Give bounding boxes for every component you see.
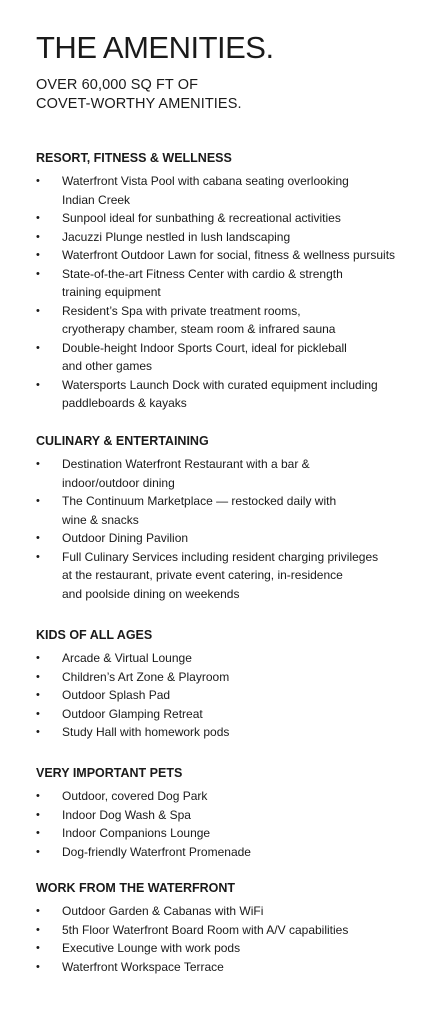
section-heading: VERY IMPORTANT PETS [36,766,183,780]
bullet-icon: • [36,550,40,563]
list-item [36,376,416,413]
bullet-icon: • [36,378,40,391]
bullet-icon: • [36,905,40,917]
bullet-icon: • [36,827,40,839]
list-item [36,686,416,705]
list-item-text: Children’s Art Zone & Playroom [62,669,230,684]
list-item [36,548,416,604]
list-item-text: Sunpool ideal for sunbathing & recreational activities [62,211,341,225]
list-item-text: State-of-the-art Fitness Center with cardio & strength [62,266,343,281]
list-item-text: Double-height Indoor Sports Court, ideal for pickleball [62,340,347,355]
list-item [36,302,416,339]
amenity-list [36,172,416,413]
list-item-text: Outdoor Dining Pavilion [62,531,189,545]
bullet-icon: • [36,845,40,858]
bullet-icon: • [36,689,40,701]
list-item-text: at the restaurant, private event catering, in-residence [62,568,343,582]
list-item-text: paddleboards & kayaks [62,396,187,410]
list-item [36,649,416,668]
bullet-icon: • [36,790,40,802]
list-item-text: Outdoor Glamping Retreat [62,706,203,721]
list-item-text: Outdoor, covered Dog Park [62,789,208,803]
amenity-list [36,649,416,742]
list-item [36,806,416,825]
bullet-icon: • [36,495,40,507]
list-item [36,265,416,302]
list-item [36,492,416,529]
list-item-text: wine & snacks [62,512,139,527]
list-item-text: Arcade & Virtual Lounge [62,651,192,665]
amenity-section [36,150,416,413]
bullet-icon: • [36,230,40,243]
list-item [36,843,416,862]
bullet-icon: • [36,726,40,738]
list-item-text: Jacuzzi Plunge nestled in lush landscaping [62,229,291,244]
list-item-text: 5th Floor Waterfront Board Room with A/V capabilities [62,922,349,937]
bullet-icon: • [36,670,40,683]
list-item-text: Waterfront Workspace Terrace [62,959,224,974]
bullet-icon: • [36,458,40,470]
bullet-icon: • [36,923,40,936]
list-item-text: Indoor Companions Lounge [62,826,211,840]
list-item-text: The Continuum Marketplace — restocked daily with [62,494,337,508]
list-item [36,824,416,843]
section-heading: RESORT, FITNESS & WELLNESS [36,151,232,165]
bullet-icon: • [36,267,40,280]
bullet-icon: • [36,249,40,261]
list-item [36,228,416,247]
bullet-icon: • [36,532,40,544]
list-item-text: Waterfront Vista Pool with cabana seating overlooking [62,174,349,188]
amenity-section [36,765,416,861]
list-item-text: Destination Waterfront Restaurant with a bar & [62,457,310,471]
section-heading: KIDS OF ALL AGES [36,628,153,642]
page-subtitle [36,76,242,114]
bullet-icon: • [36,212,40,224]
list-item-text: Resident’s Spa with private treatment rooms, [62,303,301,318]
list-item-text: Outdoor Splash Pad [62,688,171,702]
list-item [36,246,416,265]
bullet-icon: • [36,175,40,187]
list-item [36,455,416,492]
list-item-text: Waterfront Outdoor Lawn for social, fitness & wellness pursuits [62,248,396,262]
list-item [36,209,416,228]
list-item [36,902,416,921]
section-heading: CULINARY & ENTERTAINING [36,434,209,448]
list-item [36,668,416,687]
amenity-list [36,787,416,861]
bullet-icon: • [36,960,40,973]
subtitle-line: OVER 60,000 SQ FT OF [36,77,199,93]
list-item-text: Executive Lounge with work pods [62,941,241,955]
list-item [36,529,416,548]
section-heading: WORK FROM THE WATERFRONT [36,881,236,895]
list-item [36,172,416,209]
list-item-text: training equipment [62,285,161,299]
bullet-icon: • [36,707,40,720]
list-item-text: Indoor Dog Wash & Spa [62,807,191,822]
list-item-text: Watersports Launch Dock with curated equipment including [62,377,378,392]
amenity-section [36,880,416,976]
amenity-section [36,433,416,603]
amenity-list [36,455,416,603]
amenity-list [36,902,416,976]
list-item [36,723,416,742]
amenity-section [36,627,416,742]
list-item-text: Dog-friendly Waterfront Promenade [62,844,251,859]
bullet-icon: • [36,341,40,354]
list-item-text: Indian Creek [62,192,131,207]
list-item [36,705,416,724]
list-item-text: and other games [62,359,153,373]
list-item-text: cryotherapy chamber, steam room & infrared sauna [62,322,336,336]
page-title: THE AMENITIES. [36,30,274,65]
list-item-text: indoor/outdoor dining [62,475,175,490]
list-item [36,787,416,806]
subtitle-line: COVET-WORTHY AMENITIES. [36,96,242,112]
list-item [36,939,416,958]
bullet-icon: • [36,652,40,664]
list-item [36,339,416,376]
list-item-text: and poolside dining on weekends [62,586,240,601]
list-item [36,958,416,977]
list-item [36,921,416,940]
bullet-icon: • [36,304,40,317]
bullet-icon: • [36,808,40,821]
list-item-text: Full Culinary Services including resident charging privileges [62,549,379,564]
list-item-text: Outdoor Garden & Cabanas with WiFi [62,904,264,918]
bullet-icon: • [36,942,40,954]
list-item-text: Study Hall with homework pods [62,725,230,739]
